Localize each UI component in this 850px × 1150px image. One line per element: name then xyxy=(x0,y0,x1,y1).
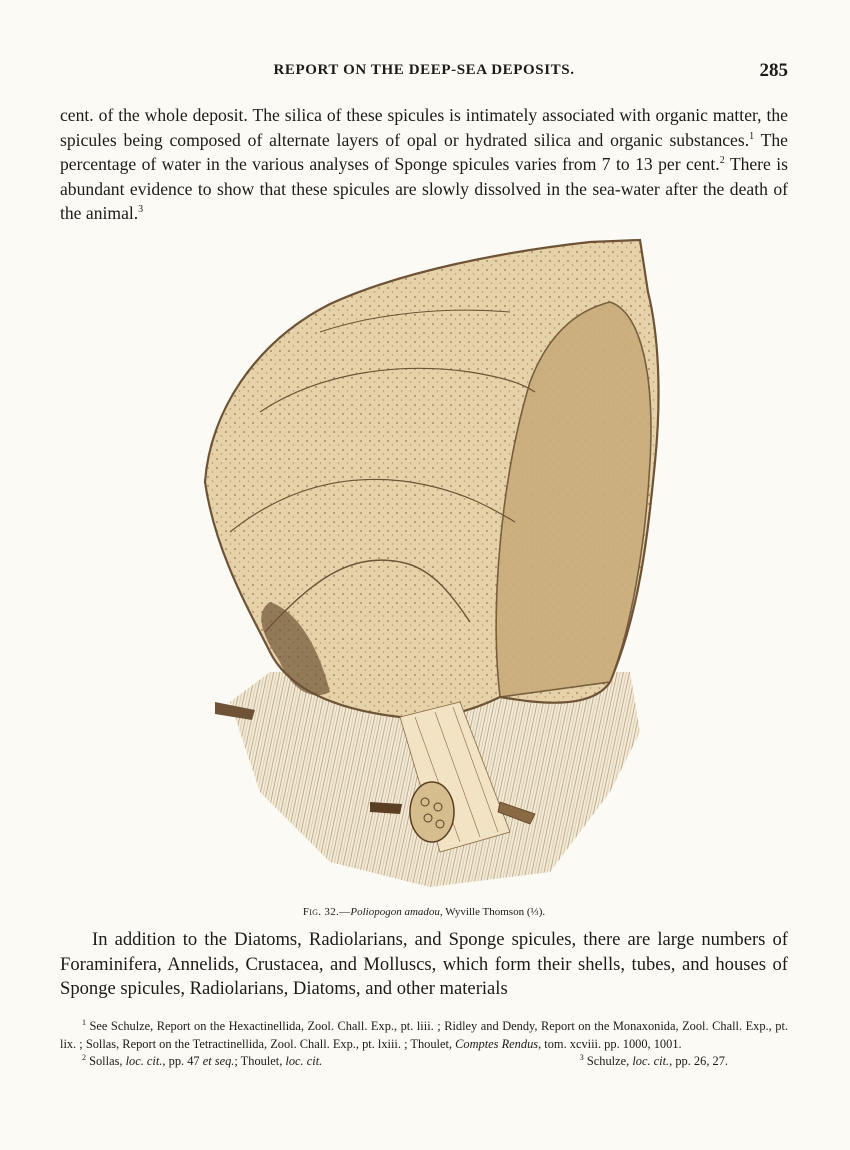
footnotes xyxy=(60,1018,788,1071)
paragraph-1-text-a: cent. of the whole deposit. The silica of these spicules is intimately associated with organic matter, the spicules being composed of alternate layers of opal or hydrated silica and organic substances. xyxy=(60,105,788,150)
footnote-ref-1: 1 xyxy=(749,130,755,142)
running-head xyxy=(60,60,788,86)
footnote-2-loc-1: loc. cit. xyxy=(125,1054,163,1068)
footnote-2-seq: et seq. xyxy=(202,1054,235,1068)
sponge-illustration xyxy=(170,232,690,897)
footnote-1-marker: 1 xyxy=(82,1018,86,1027)
footnote-3-text-b: , pp. 26, 27. xyxy=(669,1054,728,1068)
paragraph-2: In addition to the Diatoms, Radiolarians, and Sponge spicules, there are large numbers of Foraminifera, Annelids, Crustacea, and Molluscs, which form their shells, tubes, and houses of Sponge spicules, Radiolarians, Diatoms, and other materials xyxy=(60,929,788,1000)
footnote-1-text-a: See Schulze, Report on the Hexactinellida, Zool. Chall. Exp., pt. liii. ; Ridley and Dendy, Report on the Monaxonida, Zool. Chall. Exp., pt. lix. ; Sollas, Report on the Tetractinellida, Zool. Chall. Exp., pt. lxiii. ; Thoulet, xyxy=(60,1019,788,1051)
running-head-title: REPORT ON THE DEEP-SEA DEPOSITS. xyxy=(273,62,575,78)
footnote-row xyxy=(60,1053,788,1071)
footnote-1-journal: Comptes Rendus xyxy=(455,1036,539,1051)
figure-label: Fig. 32.— xyxy=(302,906,351,918)
footnote-1 xyxy=(60,1018,788,1053)
footnote-2-text-b: , pp. 47 xyxy=(162,1054,203,1068)
footnote-2 xyxy=(82,1053,322,1071)
page-number: 285 xyxy=(759,60,788,81)
footnote-ref-3: 3 xyxy=(138,204,144,216)
footnote-3-marker: 3 xyxy=(579,1053,584,1062)
paragraph-1 xyxy=(60,103,788,226)
paragraph-1-text-b: The percentage of water in the various analyses of Sponge spicules varies from 7 to 13 per cent. xyxy=(60,129,788,175)
footnote-2-text-c: ; Thoulet, xyxy=(234,1054,286,1068)
figure-species: Poliopogon amadou xyxy=(350,906,440,918)
paragraph-1-text-c: There is abundant evidence to show that these spicules are slowly dissolved in the sea-water after the death of the animal. xyxy=(60,154,788,224)
footnote-3-text-a: Schulze, xyxy=(583,1054,633,1068)
footnote-3 xyxy=(580,1053,728,1071)
footnote-2-loc-2: loc. cit. xyxy=(285,1054,323,1068)
figure-caption xyxy=(60,906,788,918)
figure-authority: , Wyville Thomson (⅓). xyxy=(439,906,546,918)
footnote-1-text-b: , tom. xcviii. pp. 1000, 1001. xyxy=(538,1036,682,1051)
sponge-body xyxy=(205,240,659,718)
footnote-ref-2: 2 xyxy=(719,155,725,167)
footnote-2-text-a: Sollas, xyxy=(86,1054,126,1068)
attached-organism xyxy=(410,782,454,842)
footnote-2-marker: 2 xyxy=(82,1053,86,1062)
footnote-3-loc: loc. cit. xyxy=(632,1054,670,1068)
